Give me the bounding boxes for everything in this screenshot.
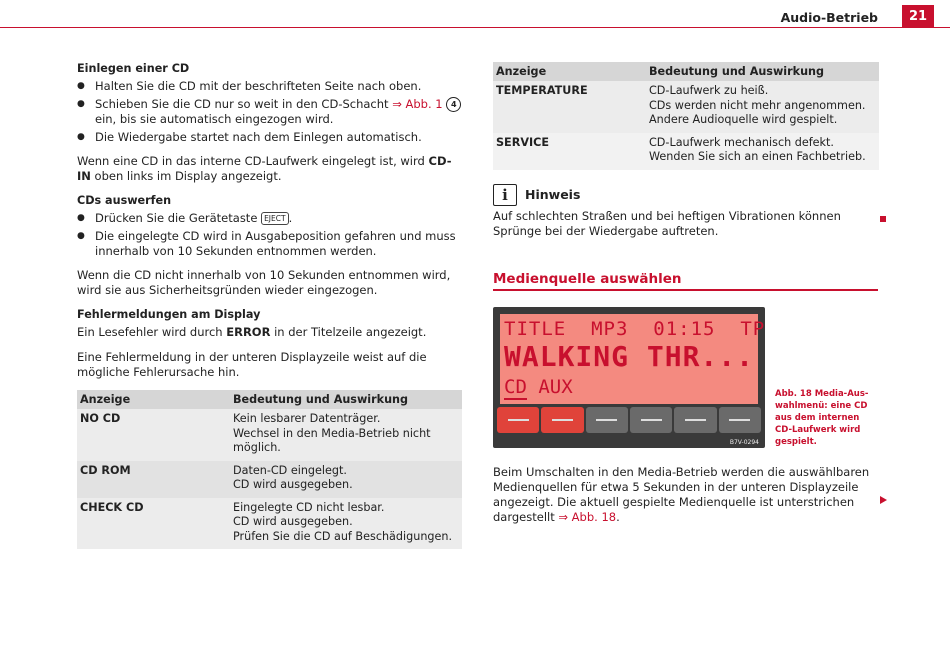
note-title: Hinweis bbox=[525, 187, 581, 202]
table-row: CHECK CD Eingelegte CD nicht lesbar. CD wird ausgegeben. Prüfen Sie die CD auf Beschädigungen. bbox=[77, 498, 462, 550]
figure-caption: Abb. 18 Media-Auswahlmenü: eine CD aus dem internen CD-Laufwerk wird gespielt. bbox=[775, 389, 869, 447]
end-of-section-square-icon bbox=[880, 216, 886, 222]
paragraph: Beim Umschalten in den Media-Betrieb werden die auswählbaren Medienquellen für etwa 5 Sekunden in der unteren Displayzeile angezeigt. Die aktuell gespielte Medienquelle ist unterstrichen dargestellt ⇒ Abb. 18. bbox=[493, 465, 870, 524]
list-item: ● Die eingelegte CD wird in Ausgabeposition gefahren und muss innerhalb von 10 Sekunden entnommen werden. bbox=[77, 229, 462, 259]
eject-cd-list bbox=[77, 211, 462, 259]
softkey-row bbox=[497, 407, 761, 433]
softkey-button bbox=[586, 407, 628, 433]
display-screen bbox=[500, 314, 766, 404]
table-header: Bedeutung und Auswirkung bbox=[230, 390, 462, 409]
softkey-button bbox=[630, 407, 672, 433]
figure-link[interactable]: ⇒ Abb. 1 bbox=[392, 97, 443, 111]
right-column bbox=[493, 62, 879, 249]
left-column bbox=[77, 62, 462, 549]
softkey-button bbox=[674, 407, 716, 433]
display-line-1: TITLE MP3 01:15 TP bbox=[504, 318, 766, 340]
display-line-3: CD AUX bbox=[504, 376, 573, 398]
insert-cd-list bbox=[77, 79, 462, 145]
table-row: TEMPERATURE CD-Laufwerk zu heiß. CDs werden nicht mehr angenommen. Andere Audioquelle wird gespielt. bbox=[493, 81, 879, 133]
heading-insert-cd: Einlegen einer CD bbox=[77, 62, 190, 75]
note-header bbox=[493, 184, 879, 206]
radio-display-figure bbox=[493, 307, 765, 448]
figure-code: B7V-0294 bbox=[729, 439, 759, 446]
error-table-continued bbox=[493, 62, 879, 170]
list-item: ● Halten Sie die CD mit der beschrifteten Seite nach oben. bbox=[77, 79, 462, 94]
info-icon: i bbox=[493, 184, 517, 206]
section-header-title: Audio-Betrieb bbox=[780, 10, 878, 25]
paragraph: Ein Lesefehler wird durch ERROR in der Titelzeile angezeigt. bbox=[77, 325, 427, 339]
list-item: ● Die Wiedergabe startet nach dem Einlegen automatisch. bbox=[77, 130, 462, 145]
header-rule bbox=[0, 27, 950, 28]
paragraph: Wenn die CD nicht innerhalb von 10 Sekunden entnommen wird, wird sie aus Sicherheitsgründen wieder eingezogen. bbox=[77, 268, 451, 297]
list-item: ● Schieben Sie die CD nur so weit in den CD-Schacht ⇒ Abb. 1 4 ein, bis sie automatisch eingezogen wird. bbox=[77, 97, 462, 127]
softkey-button bbox=[719, 407, 761, 433]
error-table bbox=[77, 390, 462, 549]
list-item: ● Drücken Sie die Gerätetaste EJECT . bbox=[77, 211, 462, 226]
table-row: NO CD Kein lesbarer Datenträger. Wechsel in den Media-Betrieb nicht möglich. bbox=[77, 409, 462, 461]
heading-error-messages: Fehlermeldungen am Display bbox=[77, 308, 261, 321]
softkey-button bbox=[541, 407, 583, 433]
figure-link[interactable]: ⇒ Abb. 18 bbox=[558, 510, 617, 524]
page-number: 21 bbox=[902, 5, 934, 28]
paragraph: Wenn eine CD in das interne CD-Laufwerk eingelegt ist, wird CD-IN oben links im Display angezeigt. bbox=[77, 154, 452, 183]
table-row: CD ROM Daten-CD eingelegt. CD wird ausgegeben. bbox=[77, 461, 462, 498]
note-text: Auf schlechten Straßen und bei heftigen Vibrationen können Sprünge bei der Wiedergabe auftreten. bbox=[493, 208, 841, 238]
table-header: Bedeutung und Auswirkung bbox=[646, 62, 879, 81]
heading-eject-cd: CDs auswerfen bbox=[77, 194, 172, 207]
section-title: Medienquelle auswählen bbox=[493, 271, 878, 291]
continue-arrow-icon bbox=[880, 496, 887, 504]
softkey-button bbox=[497, 407, 539, 433]
table-row: SERVICE CD-Laufwerk mechanisch defekt. Wenden Sie sich an einen Fachbetrieb. bbox=[493, 133, 879, 170]
eject-key-symbol: EJECT bbox=[261, 212, 289, 225]
table-header: Anzeige bbox=[493, 62, 646, 81]
callout-number: 4 bbox=[446, 97, 461, 112]
display-line-2: WALKING THR... bbox=[504, 340, 755, 373]
table-header: Anzeige bbox=[77, 390, 230, 409]
paragraph: Eine Fehlermeldung in der unteren Displayzeile weist auf die mögliche Fehlerursache hin. bbox=[77, 350, 427, 379]
